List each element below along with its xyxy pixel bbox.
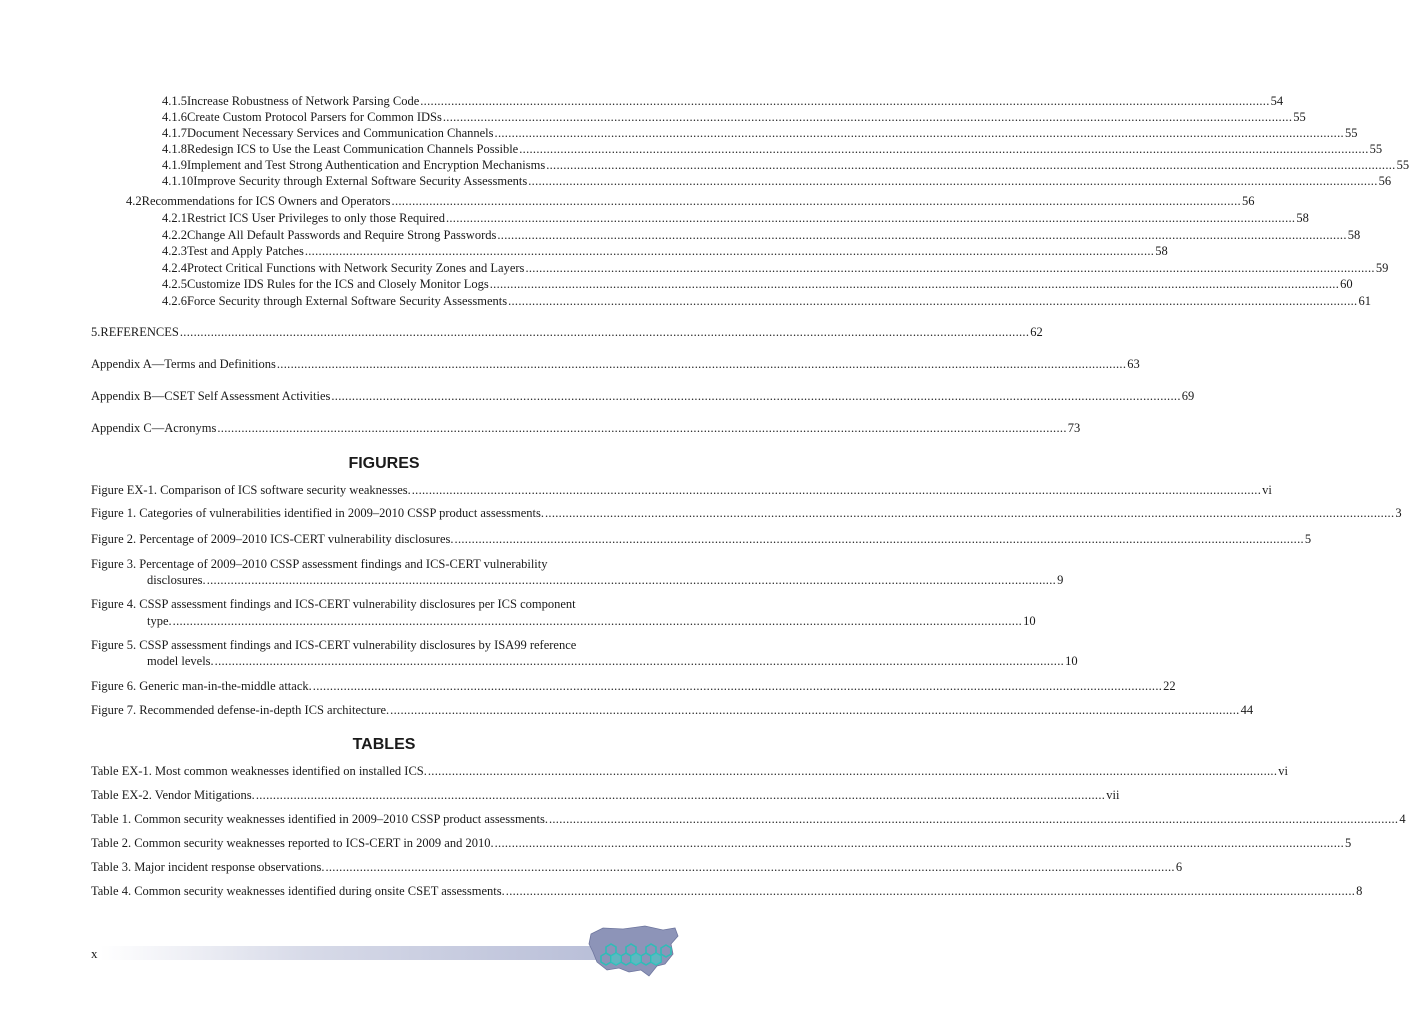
figure-title: Figure 1. Categories of vulnerabilities identified in 2009–2010 CSSP product assessments. (91, 506, 544, 520)
table-title: Table 1. Common security weaknesses identified in 2009–2010 CSSP product assessments. (91, 812, 548, 826)
figure-title: Figure 2. Percentage of 2009–2010 ICS-CERT vulnerability disclosures. (91, 532, 454, 546)
toc-leader (325, 860, 1174, 875)
toc-number: 4.2.1 (162, 211, 187, 225)
figure-title: Figure 6. Generic man-in-the-middle attack. (91, 679, 312, 693)
table-title: Table 2. Common security weaknesses reported to ICS-CERT in 2009 and 2010. (91, 836, 494, 850)
toc-page: 56 (1378, 174, 1392, 188)
toc-leader (180, 325, 1029, 340)
figure-page: 22 (1163, 679, 1176, 693)
figure-page: 3 (1395, 506, 1402, 520)
toc-leader (446, 211, 1295, 226)
figure-entry (91, 679, 1176, 694)
toc-page: 58 (1347, 228, 1361, 242)
toc-title: Appendix B—CSET Self Assessment Activities (91, 389, 331, 403)
toc-title: REFERENCES (100, 325, 179, 339)
toc-leader (497, 228, 1346, 243)
toc-page: 60 (1340, 277, 1353, 291)
toc-title: Restrict ICS User Privileges to only those Required (187, 211, 445, 225)
toc-page: 73 (1067, 421, 1081, 435)
figure-entry (147, 614, 1036, 629)
toc-number: 4.1.5 (162, 94, 187, 108)
toc-title: Document Necessary Services and Communication Channels (187, 126, 494, 140)
toc-title: Improve Security through External Software Security Assessments (193, 174, 528, 188)
toc-title: Test and Apply Patches (187, 244, 304, 258)
toc-number: 5. (91, 325, 101, 339)
toc-number: 4.1.7 (162, 126, 187, 140)
figure-page: 9 (1057, 573, 1064, 587)
toc-title: Customize IDS Rules for the ICS and Closely Monitor Logs (187, 277, 489, 291)
toc-entry (126, 194, 1255, 209)
toc-title: Change All Default Passwords and Require Strong Passwords (187, 228, 497, 242)
toc-entry (91, 357, 1140, 372)
table-entry (91, 884, 1363, 899)
tables-heading: TABLES (352, 736, 416, 753)
table-title: Table 4. Common security weaknesses identified during onsite CSET assessments. (91, 884, 505, 898)
toc-number: 4.2 (126, 194, 142, 208)
toc-page: 55 (1293, 110, 1306, 124)
toc-leader (207, 573, 1056, 588)
toc-leader (313, 679, 1162, 694)
toc-title: Increase Robustness of Network Parsing Code (187, 94, 420, 108)
figure-page: 10 (1023, 614, 1036, 628)
toc-entry (162, 261, 1389, 276)
table-title: Table 3. Major incident response observations. (91, 860, 325, 874)
toc-entry (162, 94, 1284, 109)
toc-entry (162, 211, 1309, 226)
toc-page: 62 (1030, 325, 1043, 339)
toc-leader (277, 357, 1126, 372)
figure-entry (147, 654, 1078, 669)
toc-entry (91, 421, 1081, 436)
toc-page: 69 (1181, 389, 1195, 403)
figure-page: vi (1262, 483, 1272, 497)
toc-leader (490, 277, 1339, 292)
toc-title: Recommendations for ICS Owners and Operators (141, 194, 391, 208)
toc-page: 58 (1296, 211, 1309, 225)
toc-page: 61 (1358, 294, 1371, 308)
figure-title-continued: disclosures. (147, 573, 206, 587)
toc-number: 4.1.6 (162, 110, 187, 124)
figure-page: 44 (1240, 703, 1254, 717)
figure-title: Figure 7. Recommended defense-in-depth ICS architecture. (91, 703, 390, 717)
toc-page: 58 (1155, 244, 1168, 258)
toc-entry (162, 158, 1409, 173)
toc-leader (428, 764, 1277, 779)
toc-page: 63 (1127, 357, 1140, 371)
figure-page: 5 (1304, 532, 1312, 546)
figure-entry (91, 703, 1254, 718)
figure-entry (91, 483, 1272, 498)
toc-page: 56 (1241, 194, 1255, 208)
footer-page-number: x (91, 946, 98, 961)
table-page: 6 (1175, 860, 1183, 874)
toc-title: Force Security through External Software Security Assessments (187, 294, 508, 308)
toc-title: Create Custom Protocol Parsers for Common IDSs (187, 110, 442, 124)
toc-entry (91, 325, 1043, 340)
toc-leader (545, 506, 1394, 521)
toc-page: 55 (1369, 142, 1383, 156)
figure-title-line: Figure 4. CSSP assessment findings and ICS-CERT vulnerability disclosures per ICS component (91, 597, 576, 611)
toc-number: 4.1.10 (162, 174, 194, 188)
toc-leader (519, 142, 1368, 157)
toc-entry (162, 110, 1306, 125)
figure-title-continued: model levels. (147, 654, 214, 668)
figure-title-continued: type. (147, 614, 172, 628)
toc-leader (549, 812, 1398, 827)
toc-entry (162, 277, 1353, 292)
toc-title: Redesign ICS to Use the Least Communication Channels Possible (187, 142, 519, 156)
toc-leader (392, 194, 1241, 209)
toc-leader (390, 703, 1239, 718)
toc-leader (528, 174, 1377, 189)
table-page: 8 (1356, 884, 1363, 898)
table-page: 4 (1399, 812, 1406, 826)
toc-leader (217, 421, 1066, 436)
toc-entry (162, 294, 1371, 309)
table-title: Table EX-1. Most common weaknesses identified on installed ICS. (91, 764, 427, 778)
toc-number: 4.1.8 (162, 142, 187, 156)
toc-number: 4.2.3 (162, 244, 187, 258)
toc-entry (162, 142, 1383, 157)
us-map-hexagon-logo-icon (583, 920, 683, 982)
toc-page: 55 (1396, 158, 1409, 172)
toc-leader (443, 110, 1292, 125)
figure-entry (91, 532, 1312, 547)
toc-leader (173, 614, 1022, 629)
toc-page: 55 (1344, 126, 1358, 140)
toc-entry (162, 244, 1168, 259)
toc-entry (162, 228, 1361, 243)
figure-entry (147, 573, 1064, 588)
figure-page: 10 (1065, 654, 1078, 668)
toc-title: Appendix C—Acronyms (91, 421, 217, 435)
toc-entry (162, 174, 1392, 189)
toc-leader (495, 836, 1344, 851)
table-title: Table EX-2. Vendor Mitigations. (91, 788, 255, 802)
figure-title: Figure EX-1. Comparison of ICS software security weaknesses. (91, 483, 411, 497)
footer-gradient-bar (100, 946, 620, 960)
toc-page: 59 (1375, 261, 1389, 275)
table-entry (91, 788, 1120, 803)
table-entry (91, 764, 1289, 779)
toc-leader (525, 261, 1374, 276)
toc-leader (455, 532, 1304, 547)
toc-leader (215, 654, 1064, 669)
toc-entry (91, 389, 1195, 404)
toc-leader (412, 483, 1261, 498)
toc-title: Implement and Test Strong Authentication and Encryption Mechanisms (187, 158, 546, 172)
toc-title: Appendix A—Terms and Definitions (91, 357, 276, 371)
toc-leader (420, 94, 1269, 109)
toc-leader (506, 884, 1355, 899)
toc-number: 4.2.2 (162, 228, 187, 242)
toc-leader (495, 126, 1344, 141)
table-page: 5 (1345, 836, 1352, 850)
table-entry (91, 860, 1183, 875)
figure-entry (91, 506, 1402, 521)
toc-page: 54 (1270, 94, 1284, 108)
toc-entry (162, 126, 1358, 141)
toc-number: 4.2.5 (162, 277, 187, 291)
table-entry (91, 836, 1352, 851)
figure-title-line: Figure 5. CSSP assessment findings and ICS-CERT vulnerability disclosures by ISA99 reference (91, 638, 577, 652)
toc-number: 4.2.4 (162, 261, 187, 275)
table-page: vi (1278, 764, 1289, 778)
table-page: vii (1106, 788, 1120, 802)
toc-number: 4.1.9 (162, 158, 187, 172)
figure-title-line: Figure 3. Percentage of 2009–2010 CSSP assessment findings and ICS-CERT vulnerability (91, 557, 548, 571)
figures-heading: FIGURES (348, 455, 420, 472)
table-entry (91, 812, 1406, 827)
toc-title: Protect Critical Functions with Network Security Zones and Layers (187, 261, 525, 275)
toc-leader (256, 788, 1105, 803)
toc-leader (508, 294, 1357, 309)
toc-leader (331, 389, 1180, 404)
toc-leader (546, 158, 1395, 173)
toc-number: 4.2.6 (162, 294, 187, 308)
toc-leader (305, 244, 1154, 259)
